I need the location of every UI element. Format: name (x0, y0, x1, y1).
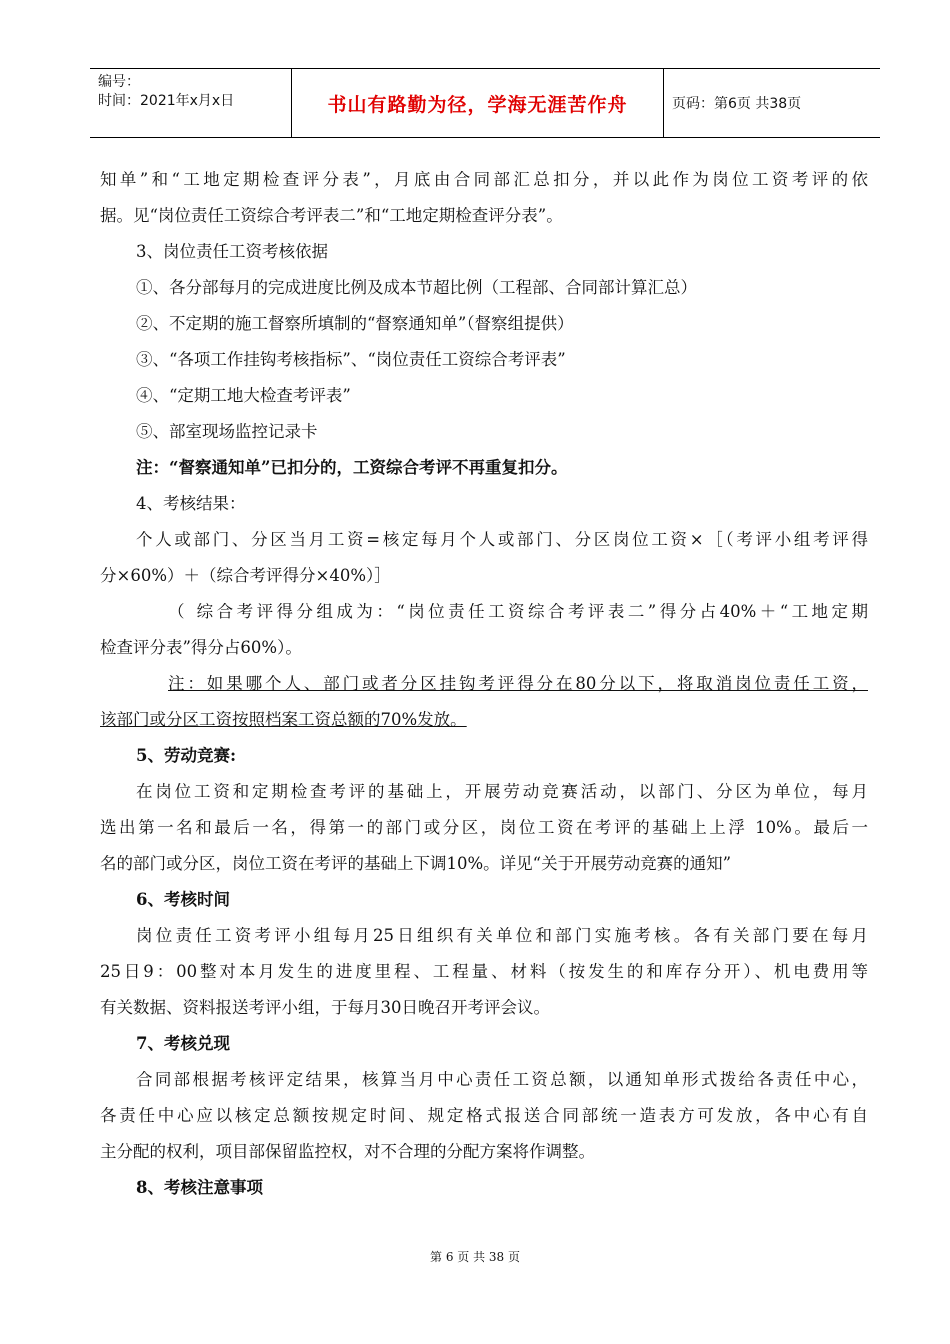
section-heading: 8、考核注意事项 (136, 1178, 263, 1197)
formula-note-line: （ 综合考评得分组成为：“岗位责任工资综合考评表二”得分占40%＋“工地定期 (168, 602, 868, 621)
list-item: ③、“各项工作挂钩考核指标”、“岗位责任工资综合考评表” (136, 350, 566, 369)
section-heading: 6、考核时间 (136, 890, 230, 909)
formula-line: 个人或部门、分区当月工资=核定每月个人或部门、分区岗位工资×［（考评小组考评得 (136, 530, 868, 549)
formula-line: 分×60%）＋（综合考评得分×40%）］ (100, 566, 391, 585)
paragraph-line: 名的部门或分区，岗位工资在考评的基础上下调10%。详见“关于开展劳动竞赛的通知” (100, 854, 732, 873)
bold-note: 注：“督察通知单”已扣分的，工资综合考评不再重复扣分。 (136, 458, 568, 477)
list-item: ⑤、部室现场监控记录卡 (136, 422, 318, 441)
number-label: 编号： (98, 74, 140, 90)
list-item: ①、各分部每月的完成进度比例及成本节超比例（工程部、合同部计算汇总） (136, 278, 697, 297)
underlined-note-line: 注：如果哪个人、部门或者分区挂钩考评得分在80分以下，将取消岗位责任工资， (168, 674, 868, 693)
underlined-note-line: 该部门或分区工资按照档案工资总额的70%发放。 (100, 710, 467, 729)
page-header (90, 68, 880, 138)
paragraph-line: 据。见“岗位责任工资综合考评表二”和“工地定期检查评分表”。 (100, 206, 563, 225)
document-body (100, 162, 868, 1206)
section-heading: 5、劳动竞赛: (136, 746, 237, 765)
paragraph-line: 合同部根据考核评定结果，核算当月中心责任工资总额，以通知单形式拨给各责任中心， (136, 1070, 868, 1089)
header-meta (90, 69, 292, 137)
page-footer: 第 6 页 共 38 页 (430, 1250, 520, 1264)
section-heading: 3、岗位责任工资考核依据 (136, 242, 328, 261)
section-heading: 7、考核兑现 (136, 1034, 230, 1053)
motto-text: 书山有路勤为径，学海无涯苦作舟 (327, 93, 628, 116)
header-motto-cell (292, 69, 664, 137)
paragraph-line: 知单”和“工地定期检查评分表”，月底由合同部汇总扣分，并以此作为岗位工资考评的依 (100, 170, 868, 189)
paragraph-line: 主分配的权利，项目部保留监控权，对不合理的分配方案将作调整。 (100, 1142, 595, 1161)
list-item: ④、“定期工地大检查考评表” (136, 386, 351, 405)
paragraph-line: 25日9：00整对本月发生的进度里程、工程量、材料（按发生的和库存分开）、机电费用等 (100, 962, 868, 981)
paragraph-line: 有关数据、资料报送考评小组，于每月30日晚召开考评会议。 (100, 998, 550, 1017)
paragraph-line: 岗位责任工资考评小组每月25日组织有关单位和部门实施考核。各有关部门要在每月 (136, 926, 868, 945)
paragraph-line: 选出第一名和最后一名，得第一的部门或分区，岗位工资在考评的基础上上浮 10%。最后一 (100, 818, 868, 837)
date-label: 时间：2021年x月x日 (98, 93, 235, 109)
page-number-label: 页码：第6页 共38页 (672, 96, 802, 112)
list-item: ②、不定期的施工督察所填制的“督察通知单”（督察组提供） (136, 314, 574, 333)
formula-note-line: 检查评分表”得分占60%）。 (100, 638, 302, 657)
paragraph-line: 在岗位工资和定期检查考评的基础上，开展劳动竞赛活动，以部门、分区为单位，每月 (136, 782, 868, 801)
section-heading: 4、考核结果： (136, 494, 246, 513)
paragraph-line: 各责任中心应以核定总额按规定时间、规定格式报送合同部统一造表方可发放，各中心有自 (100, 1106, 868, 1125)
